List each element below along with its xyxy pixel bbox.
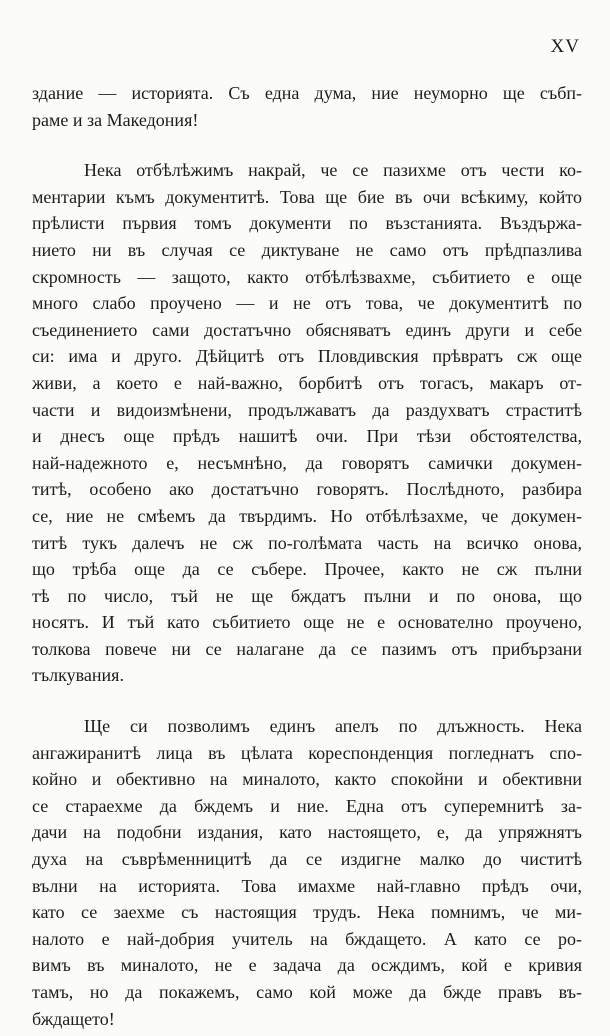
text-line: скромность — защото, както отбѣлѣзвахме, събитието е още [32,266,582,287]
text-line: толкова повече ни се налагане да се пазимъ отъ прибързани [32,638,582,659]
text-line: нието ни въ случая се диктуване не само отъ прѣдпазлива [32,239,582,260]
text-line: бждащето! [32,1008,115,1029]
text-line: съединението сами достатъчно обясняватъ единъ други и себе [32,319,582,340]
paragraph-3 [32,713,582,1032]
text-line: се стараехме да бждемъ и ние. Една отъ суперемнитѣ за- [32,795,582,816]
text-line: носятъ. И тъй като събитието още не е основателно проучено, [32,612,582,633]
text-line: тамъ, но да покажемъ, само кой може да бжде правъ въ- [32,982,582,1002]
text-line: като се заехме съ настоящия трудъ. Нека помнимъ, че ми- [32,902,582,923]
text-line: ментарии къмъ документитѣ. Това ще бие въ очи всѣкиму, който [32,186,582,207]
text-line: титѣ, особено ако достатъчно говорятъ. Послѣдното, разбира [32,479,582,500]
text-line: вимъ въ миналото, не е задача да осждимъ, кой е кривия [32,955,582,976]
text-line: духа на съврѣменницитѣ да се издигне малко до чиститѣ [32,849,582,870]
text-line: прѣлисти първия томъ документи по възстанията. Въздържа- [32,213,582,234]
text-line: здание — историята. Съ една дума, ние неуморно ще събп- [32,83,582,103]
text-line: много слабо проучено — и не отъ това, че документитѣ по [32,293,582,314]
text-line: що трѣба още да се събере. Прочее, както не сж пълни [32,559,582,580]
text-line: Ще си позволимъ единъ апелъ по длъжность. Нека [84,716,582,737]
page-number: XV [550,36,580,57]
paragraph-2 [32,157,582,689]
text-line: титѣ тукъ далечъ не сж по-голѣмата часть на всичко онова, [32,532,582,553]
text-line: раме и за Македония! [32,109,199,130]
text-line: вълни на историята. Това имахме най-главно прѣдъ очи, [32,875,582,896]
text-line: тѣ по число, тъй не ще бждатъ пълни и по онова, що [32,585,582,606]
text-line: части и видоизмѣнени, продължаватъ да раздухватъ страститѣ [32,399,582,420]
text-line: и днесъ още прѣдъ нашитѣ очи. При тѣзи обстоятелства, [32,426,582,447]
text-line: се, ние не смѣемъ да твърдимъ. Но отбѣлѣзахме, че докумен- [32,505,582,526]
text-line: живи, а което е най-важно, борбитѣ отъ тогасъ, макаръ от- [32,372,582,393]
text-line: си: има и друго. Дѣйцитѣ отъ Пловдивския прѣвратъ сж още [32,346,582,367]
text-line: налото е най-добрия учитель на бждащето. А като се ро- [32,928,582,949]
paragraph-1 [32,80,582,133]
text-line: дачи на подобни издания, като настоящето, е, да упряжнятъ [32,822,582,843]
text-line: тълкувания. [32,665,124,686]
text-line: койно и обективно на миналото, както спокойни и обективни [32,769,582,790]
text-line: ангажиранитѣ лица въ цѣлата кореспонденция погледнатъ спо- [32,742,582,763]
text-line: Нека отбѣлѣжимъ накрай, че се пазихме отъ чести ко- [84,160,582,181]
body-text [32,80,582,1032]
text-line: най-надежното е, несъмнѣно, да говорятъ самички докумен- [32,452,582,473]
